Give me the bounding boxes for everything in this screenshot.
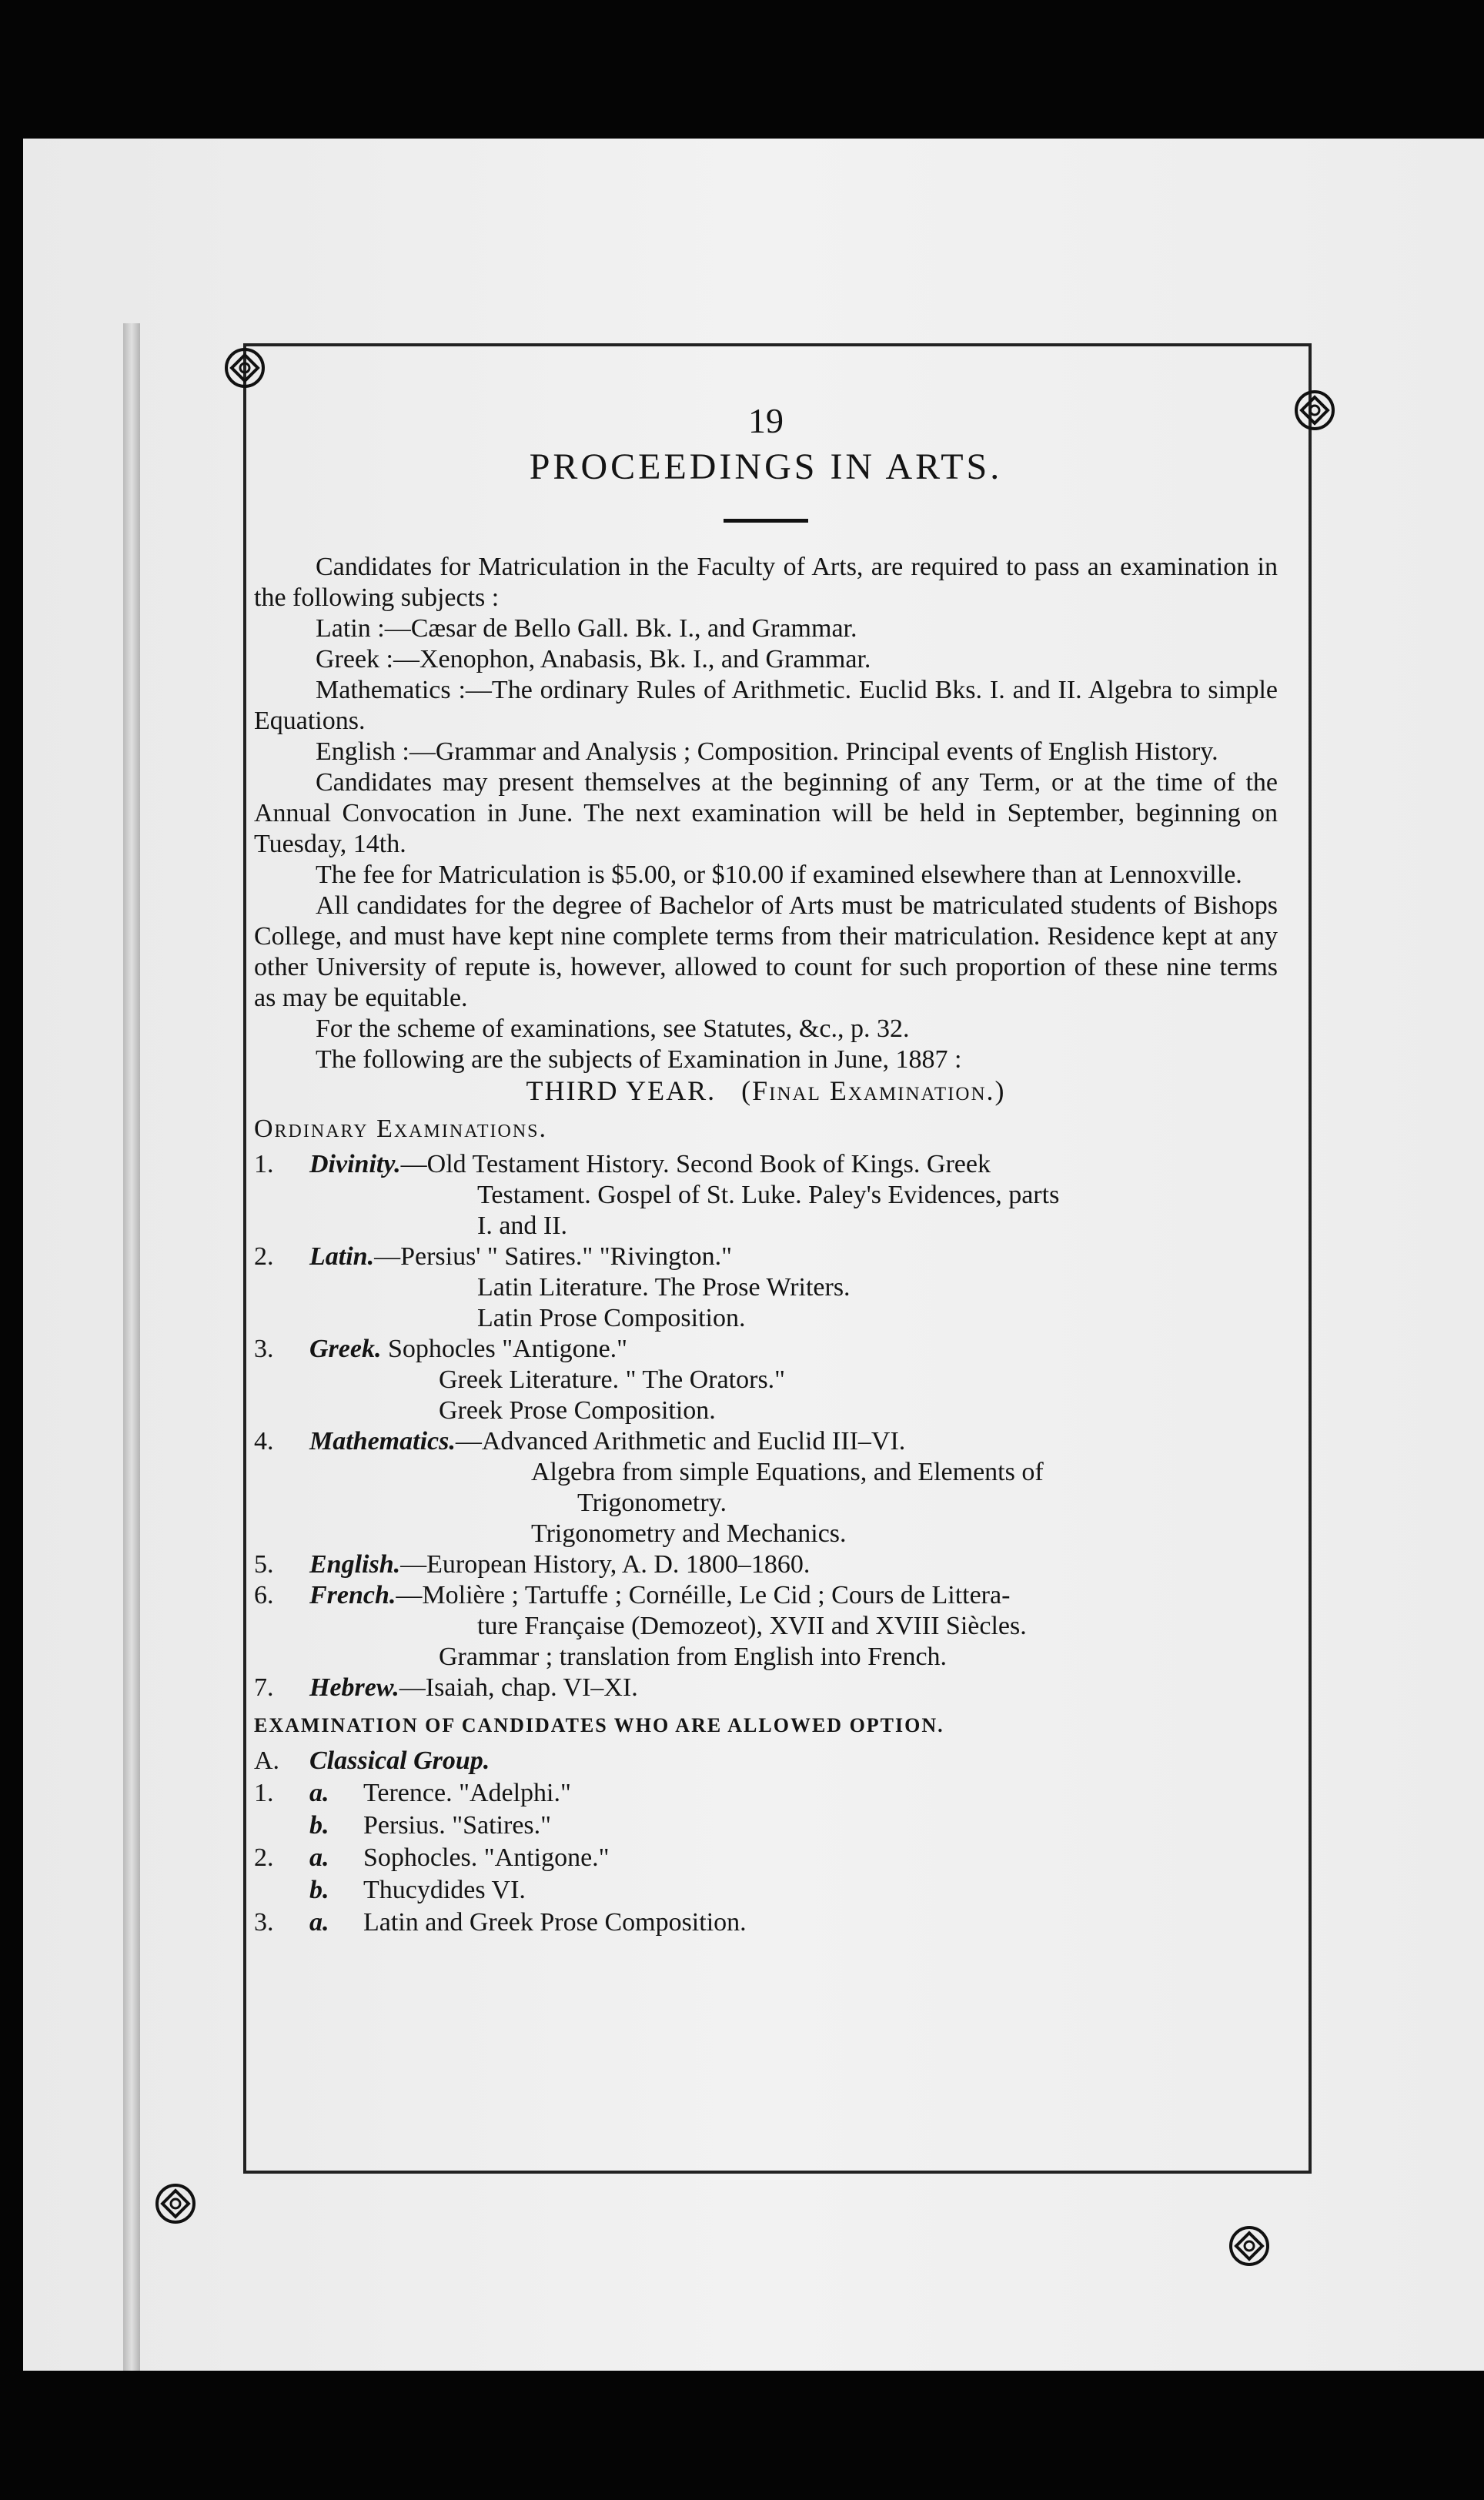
corner-ornament-icon — [154, 2182, 197, 2225]
page-content — [254, 400, 1278, 1939]
list-item-continuation: I. and II. — [477, 1212, 568, 1240]
list-item-continuation: Greek Literature. " The Orators." — [439, 1365, 786, 1394]
corner-ornament-icon — [1293, 389, 1336, 432]
title-rule — [724, 519, 808, 523]
option-heading: EXAMINATION OF CANDIDATES WHO ARE ALLOWED OPTION. — [254, 1714, 944, 1736]
third-year-title: THIRD YEAR. — [526, 1075, 717, 1106]
page-number: 19 — [748, 401, 784, 440]
ordinary-examinations-heading: Ordinary Examinations. — [254, 1115, 547, 1143]
matriculation-intro: Candidates for Matriculation in the Faculty of Arts, are required to pass an examination in the following subjects : — [254, 553, 1278, 612]
option-group-heading: A. Classical Group. — [254, 1746, 490, 1775]
list-item: 2. a. Sophocles. "Antigone." — [254, 1843, 610, 1872]
page-title: PROCEEDINGS IN ARTS. — [529, 446, 1003, 487]
list-item: b. Thucydides VI. — [309, 1876, 526, 1904]
page-binding-edge — [123, 323, 140, 2371]
subject-list — [254, 1149, 1278, 1703]
greek-requirement: Greek :—Xenophon, Anabasis, Bk. I., and Grammar. — [316, 645, 871, 673]
english-requirement: English :—Grammar and Analysis ; Composition. Principal events of English History. — [316, 737, 1218, 766]
third-year-note: (Final Examination.) — [741, 1075, 1006, 1106]
list-item: 1. Divinity.—Old Testament History. Second Book of Kings. Greek — [254, 1150, 991, 1178]
latin-requirement: Latin :—Cæsar de Bello Gall. Bk. I., and Grammar. — [316, 614, 857, 643]
list-item: 1. a. Terence. "Adelphi." — [254, 1779, 571, 1807]
list-item-continuation: Testament. Gospel of St. Luke. Paley's Evidences, parts — [477, 1181, 1060, 1209]
list-item: 3. a. Latin and Greek Prose Composition. — [254, 1908, 747, 1937]
list-item: b. Persius. "Satires." — [309, 1811, 552, 1840]
degree-paragraph: All candidates for the degree of Bachelor of Arts must be matriculated students of Bishops College, and must have kept nine complete terms from their matriculation. Residence kept at any other University of repute is, however, allowed to count for such proportion of these nine terms as may be equitable. — [254, 891, 1278, 1012]
list-item: 2. Latin.—Persius' " Satires." "Rivington." — [254, 1242, 733, 1271]
presentation-paragraph: Candidates may present themselves at the beginning of any Term, or at the time of the Annual Convocation in June. The next examination will be held in September, beginning on Tuesday, 14th. — [254, 768, 1278, 858]
following-paragraph: The following are the subjects of Examination in June, 1887 : — [316, 1045, 962, 1074]
fee-paragraph: The fee for Matriculation is $5.00, or $10.00 if examined elsewhere than at Lennoxville. — [316, 861, 1242, 889]
list-item-continuation: ture Française (Demozeot), XVII and XVIII Siècles. — [477, 1612, 1027, 1640]
third-year-heading — [254, 1075, 1278, 1106]
list-item: 5. English.—European History, A. D. 1800–1860. — [254, 1550, 811, 1579]
list-item: 3. Greek. Sophocles "Antigone." — [254, 1335, 628, 1363]
corner-ornament-icon — [1228, 2224, 1271, 2268]
corner-ornament-icon — [223, 346, 266, 389]
list-item-continuation: Latin Literature. The Prose Writers. — [477, 1273, 851, 1302]
list-item-continuation: Grammar ; translation from English into French. — [439, 1643, 948, 1671]
list-item: 4. Mathematics.—Advanced Arithmetic and Euclid III–VI. — [254, 1427, 906, 1456]
list-item: 6. French.—Molière ; Tartuffe ; Cornéille, Le Cid ; Cours de Littera- — [254, 1581, 1011, 1609]
list-item-continuation: Trigonometry and Mechanics. — [531, 1519, 847, 1548]
scheme-paragraph: For the scheme of examinations, see Statutes, &c., p. 32. — [316, 1014, 910, 1043]
list-item-continuation: Trigonometry. — [577, 1489, 727, 1517]
mathematics-requirement: Mathematics :—The ordinary Rules of Arithmetic. Euclid Bks. I. and II. Algebra to simple Equations. — [254, 676, 1278, 735]
list-item: 7. Hebrew.—Isaiah, chap. VI–XI. — [254, 1673, 638, 1702]
list-item-continuation: Greek Prose Composition. — [439, 1396, 716, 1425]
list-item-continuation: Algebra from simple Equations, and Elements of — [531, 1458, 1044, 1486]
list-item-continuation: Latin Prose Composition. — [477, 1304, 746, 1332]
